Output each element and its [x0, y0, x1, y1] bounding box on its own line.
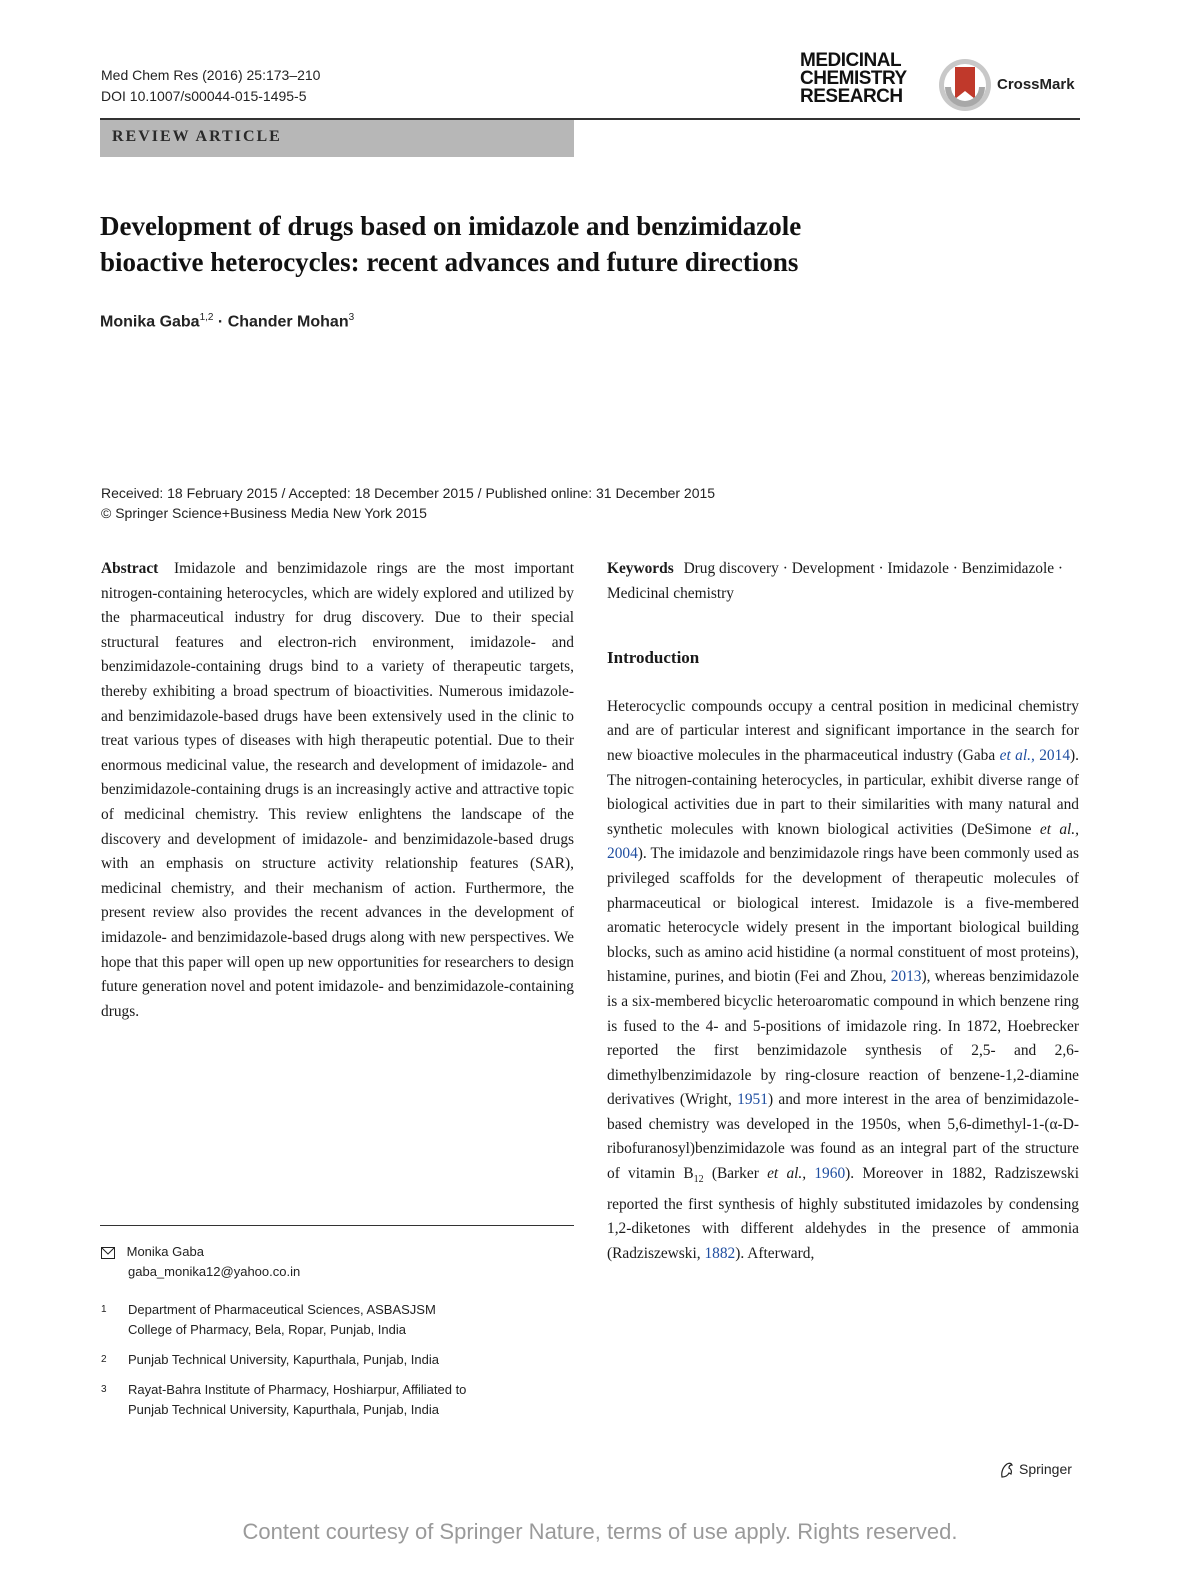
affiliation-text: Department of Pharmaceutical Sciences, ASBASJSM	[128, 1302, 436, 1317]
journal-reference	[101, 65, 320, 107]
citation-etal: et al.,	[1039, 820, 1079, 838]
contact-name: Monika Gaba	[126, 1244, 204, 1259]
author-name[interactable]: Chander Mohan	[227, 313, 349, 331]
envelope-icon	[101, 1247, 115, 1259]
text-run: (Barker	[703, 1165, 759, 1183]
logo-line: CHEMISTRY	[800, 68, 907, 89]
section-heading-introduction: Introduction	[607, 648, 700, 668]
article-title	[100, 208, 1100, 280]
text-run: ). Afterward,	[735, 1244, 815, 1262]
journal-citation: Med Chem Res (2016) 25:173–210	[101, 67, 321, 83]
keywords-label: Keywords	[607, 560, 674, 577]
citation-link[interactable]: 1951	[737, 1091, 768, 1109]
article-type: REVIEW ARTICLE	[112, 128, 282, 145]
keywords-text: Drug discovery · Development · Imidazole · Benzimidazole · Medicinal chemistry	[607, 560, 1064, 602]
text-run: ) and more interest in the area of benzimidazole-based chemistry was developed in the 1950s, when 5,6-dimethyl-1-(α-D-ribofuranosyl)benzimidazole was found as an integral part of the structure of vitamin B	[607, 1091, 1079, 1183]
text-run: ). The nitrogen-containing heterocycles, in particular, exhibit diverse range of biological activities due in part to their similarities with many natural and synthetic molecules with known biological activities (DeSimone	[607, 746, 1079, 838]
author-list	[100, 312, 354, 331]
title-line: Development of drugs based on imidazole and benzimidazole	[100, 211, 802, 241]
affiliation-text: Punjab Technical University, Kapurthala, Punjab, India	[128, 1352, 439, 1367]
contact-email[interactable]: gaba_monika12@yahoo.co.in	[128, 1264, 301, 1279]
author-separator: ·	[213, 313, 228, 331]
doi: DOI 10.1007/s00044-015-1495-5	[101, 88, 307, 104]
keywords	[607, 557, 1079, 606]
text-run: ), whereas benzimidazole is a six-membered bicyclic heteroaromatic compound in which benzene ring is fused to the 4- and 5-positions of imidazole ring. In 1872, Hoebrecker reported the first benzimidazole synthesis of 2,5- and 2,6-dimethylbenzimidazole by ring-closure reaction of benzene-1,2-diamine derivatives (Wright,	[607, 968, 1079, 1109]
citation-etal: et al.,	[767, 1165, 807, 1183]
citation-link[interactable]: 2004	[607, 845, 638, 863]
affiliation-text: Rayat-Bahra Institute of Pharmacy, Hoshiarpur, Affiliated to	[128, 1382, 467, 1397]
affiliation-1	[0, 1300, 600, 1337]
affiliation-mark: 3	[101, 1384, 107, 1395]
publisher-mark	[998, 1461, 1072, 1479]
citation-link[interactable]: 2014	[1039, 746, 1071, 764]
affiliation-mark: 1	[101, 1304, 107, 1315]
affiliation-3	[0, 1380, 600, 1420]
subscript: 12	[693, 1174, 704, 1186]
journal-logo	[800, 52, 930, 106]
received-accepted-dates: Received: 18 February 2015 / Accepted: 18 December 2015 / Published online: 31 December 2015	[101, 485, 716, 501]
introduction-paragraph	[607, 695, 1079, 1267]
affiliation-mark: 2	[101, 1354, 107, 1365]
corresponding-author	[101, 1242, 300, 1282]
citation-link[interactable]: 2013	[890, 968, 922, 986]
affiliation-text: College of Pharmacy, Bela, Ropar, Punjab, India	[128, 1322, 406, 1337]
citation-etal: et al.,	[999, 746, 1035, 764]
text-run: ). The imidazole and benzimidazole rings have been commonly used as privileged scaffolds for the development of therapeutic molecules of pharmaceutical or biological interest. Imidazole is a five-membered aromatic heterocycle widely present in the important biological building blocks, such as amino acid histidine (a normal constituent of most proteins), histamine, purines, and biotin (Fei and Zhou,	[607, 845, 1079, 986]
author-affiliation-sup: 1,2	[199, 312, 214, 323]
footnote-divider	[100, 1225, 574, 1226]
logo-line: RESEARCH	[800, 86, 903, 107]
author-affiliation-sup: 3	[348, 312, 355, 323]
publication-dates	[101, 483, 715, 523]
article-type-banner	[100, 120, 574, 157]
text-run: Heterocyclic compounds occupy a central position in medicinal chemistry and are of particular interest and significant importance in the search for new bioactive molecules in the pharmaceutical industry (Gaba	[607, 697, 1079, 764]
title-line: bioactive heterocycles: recent advances and future directions	[100, 247, 799, 277]
publisher-name: Springer	[1019, 1461, 1072, 1477]
crossmark-icon[interactable]	[937, 57, 993, 113]
footer-notice: Content courtesy of Springer Nature, terms of use apply. Rights reserved.	[242, 1519, 958, 1544]
springer-horse-icon	[998, 1461, 1016, 1479]
author-name[interactable]: Monika Gaba	[100, 313, 200, 331]
abstract-label: Abstract	[101, 560, 159, 577]
abstract-text: Imidazole and benzimidazole rings are the most important nitrogen-containing heterocycles, which are widely explored and utilized by the pharmaceutical industry for drug discovery. Due to their special structural features and electron-rich environment, imidazole- and benzimidazole-containing drugs bind to a variety of therapeutic targets, thereby exhibiting a broad spectrum of bioactivities. Numerous imidazole- and benzimidazole-based drugs have been extensively used in the clinic to treat various types of diseases with high therapeutic potential. Due to their enormous medicinal value, the research and development of imidazole- and benzimidazole-containing drugs is an increasingly active and attractive topic of medicinal chemistry. This review enlightens the landscape of the discovery and development of imidazole- and benzimidazole-based drugs with an emphasis on structure activity relationship features (SAR), medicinal chemistry, and their mechanism of action. Furthermore, the present review also provides the recent advances in the development of imidazole- and benzimidazole-based drugs along with new perspectives. We hope that this paper will open up new opportunities for researchers to design future generation novel and potent imidazole- and benzimidazole-containing drugs.	[101, 560, 574, 1020]
text-run: ). Moreover in 1882, Radziszewski reported the first synthesis of highly substituted imidazoles by condensing 1,2-diketones with different aldehydes in the presence of ammonia (Radziszewski,	[607, 1165, 1079, 1262]
copyright: © Springer Science+Business Media New York 2015	[101, 505, 427, 521]
citation-link[interactable]: 1882	[704, 1244, 736, 1262]
right-column	[607, 557, 1079, 1267]
logo-line: MEDICINAL	[800, 50, 902, 71]
abstract	[101, 557, 574, 1024]
crossmark-label[interactable]: CrossMark	[997, 76, 1075, 93]
affiliation-2	[0, 1350, 600, 1370]
affiliation-text: Punjab Technical University, Kapurthala, Punjab, India	[128, 1402, 439, 1417]
citation-link[interactable]: 1960	[814, 1165, 846, 1183]
